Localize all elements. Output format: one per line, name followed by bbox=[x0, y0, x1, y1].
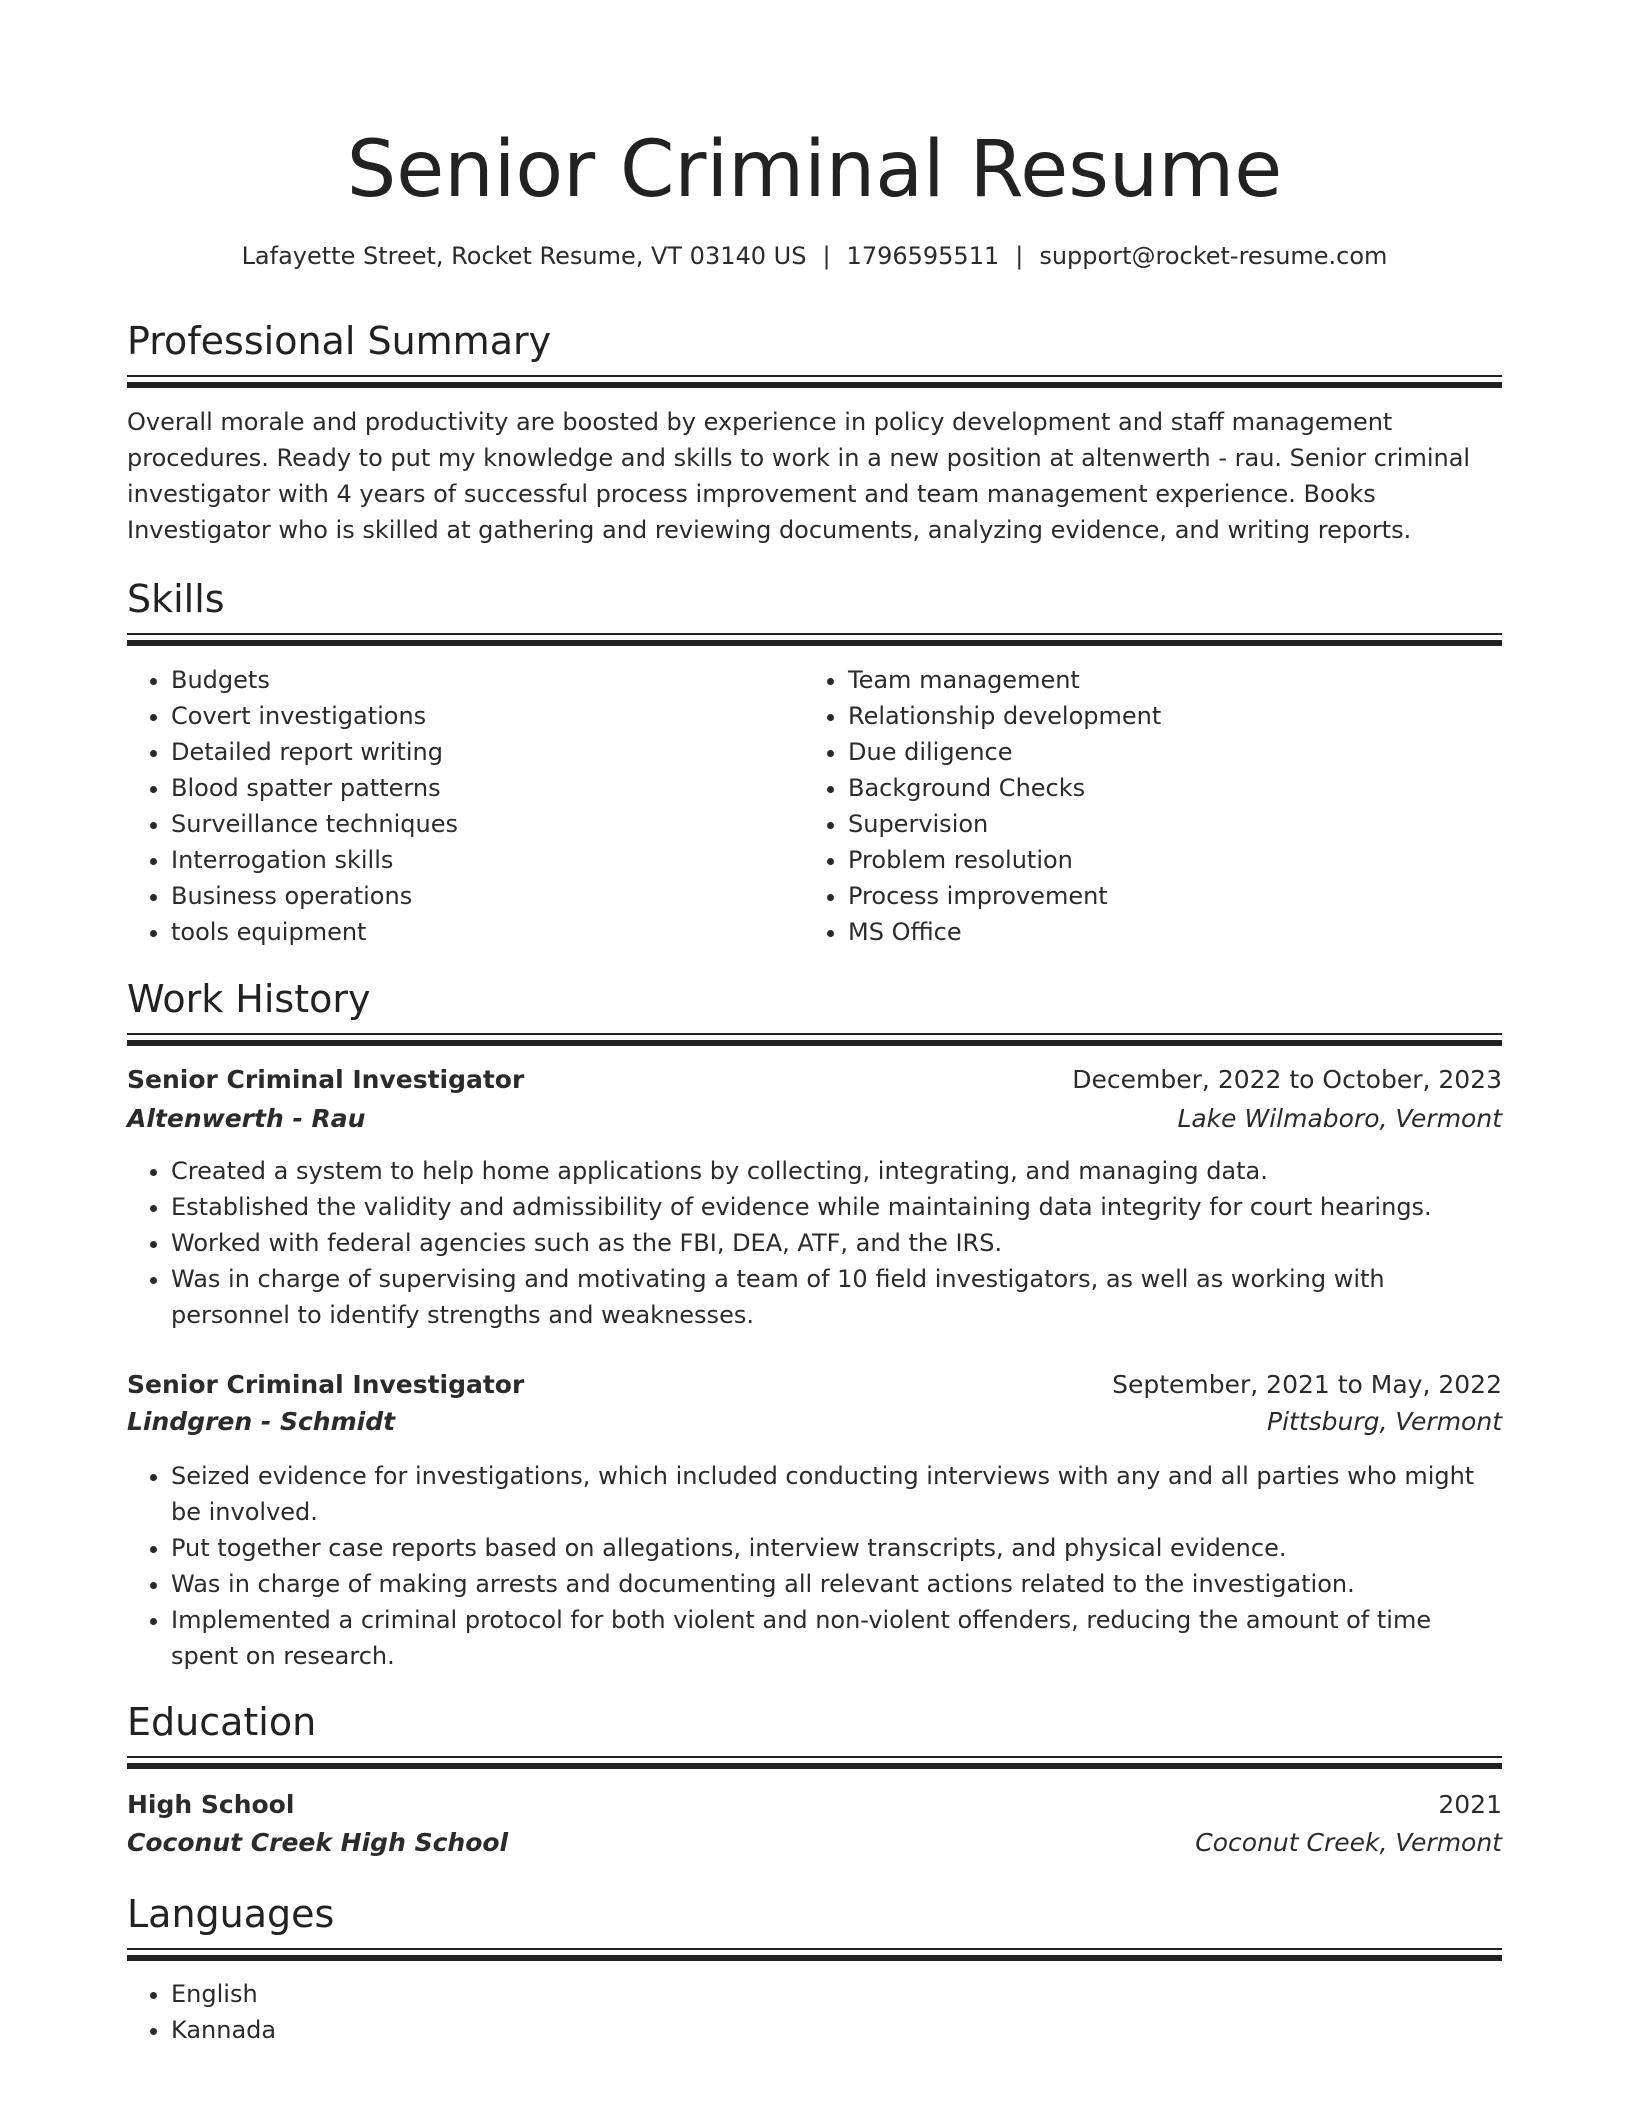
education-divider bbox=[127, 1756, 1502, 1768]
list-item: • Blood spatter patterns bbox=[171, 770, 801, 806]
list-item: • Established the validity and admissibility of evidence while maintaining data integrity for court hearings. bbox=[171, 1189, 1502, 1225]
list-item: • Created a system to help home applications by collecting, integrating, and managing data. bbox=[171, 1153, 1502, 1189]
list-item: • Seized evidence for investigations, which included conducting interviews with any and all parties who might be involved. bbox=[171, 1458, 1502, 1530]
job-bullet-list bbox=[127, 1458, 1502, 1674]
education-school: Coconut Creek High School bbox=[127, 1828, 509, 1857]
list-item: • Background Checks bbox=[848, 770, 1498, 806]
education-location: Coconut Creek, Vermont bbox=[1195, 1828, 1502, 1857]
languages-list bbox=[127, 1976, 771, 2048]
skills-heading: Skills bbox=[127, 577, 225, 621]
work-history-heading: Work History bbox=[127, 977, 371, 1021]
list-item: • Problem resolution bbox=[848, 842, 1498, 878]
job-dates: December, 2022 to October, 2023 bbox=[1072, 1065, 1502, 1094]
summary-heading: Professional Summary bbox=[127, 319, 552, 363]
job-bullet-list bbox=[127, 1153, 1502, 1333]
summary-divider bbox=[127, 375, 1502, 387]
skills-divider bbox=[127, 633, 1502, 645]
contact-separator: | bbox=[822, 242, 831, 270]
skills-list-right bbox=[804, 662, 1498, 950]
list-item: • Process improvement bbox=[848, 878, 1498, 914]
contact-separator: | bbox=[1015, 242, 1024, 270]
list-item: • Kannada bbox=[171, 2012, 771, 2048]
list-item: • Surveillance techniques bbox=[171, 806, 801, 842]
list-item: • tools equipment bbox=[171, 914, 801, 950]
list-item: • Due diligence bbox=[848, 734, 1498, 770]
languages-divider bbox=[127, 1948, 1502, 1960]
list-item: • Detailed report writing bbox=[171, 734, 801, 770]
list-item: • Relationship development bbox=[848, 698, 1498, 734]
list-item: • Was in charge of making arrests and documenting all relevant actions related to the investigation. bbox=[171, 1566, 1502, 1602]
contact-email: support@rocket-resume.com bbox=[1039, 242, 1388, 270]
contact-line bbox=[127, 238, 1502, 274]
contact-phone: 1796595511 bbox=[846, 242, 1000, 270]
education-degree: High School bbox=[127, 1790, 295, 1819]
list-item: • Worked with federal agencies such as the FBI, DEA, ATF, and the IRS. bbox=[171, 1225, 1502, 1261]
job-title: Senior Criminal Investigator bbox=[127, 1370, 525, 1399]
education-year: 2021 bbox=[1438, 1790, 1502, 1819]
contact-address: Lafayette Street, Rocket Resume, VT 03140 US bbox=[241, 242, 807, 270]
list-item: • Interrogation skills bbox=[171, 842, 801, 878]
list-item: • MS Office bbox=[848, 914, 1498, 950]
education-heading: Education bbox=[127, 1700, 317, 1744]
job-title: Senior Criminal Investigator bbox=[127, 1065, 525, 1094]
languages-heading: Languages bbox=[127, 1892, 335, 1936]
job-location: Lake Wilmaboro, Vermont bbox=[1177, 1104, 1502, 1133]
list-item: • Put together case reports based on allegations, interview transcripts, and physical evidence. bbox=[171, 1530, 1502, 1566]
job-location: Pittsburg, Vermont bbox=[1267, 1407, 1502, 1436]
list-item: • Business operations bbox=[171, 878, 801, 914]
list-item: • Was in charge of supervising and motivating a team of 10 field investigators, as well as working with personnel to identify strengths and weaknesses. bbox=[171, 1261, 1502, 1333]
job-company: Altenwerth - Rau bbox=[127, 1104, 366, 1133]
list-item: • Budgets bbox=[171, 662, 801, 698]
work-history-divider bbox=[127, 1033, 1502, 1045]
resume-name: Senior Criminal Resume bbox=[346, 125, 1283, 215]
skills-list-left bbox=[127, 662, 801, 950]
job-company: Lindgren - Schmidt bbox=[127, 1407, 396, 1436]
list-item: • English bbox=[171, 1976, 771, 2012]
list-item: • Implemented a criminal protocol for both violent and non-violent offenders, reducing the amount of time spent on research. bbox=[171, 1602, 1502, 1674]
list-item: • Covert investigations bbox=[171, 698, 801, 734]
summary-text: Overall morale and productivity are boosted by experience in policy development and staff management procedures. Ready to put my knowledge and skills to work in a new position at altenwerth - rau. Senior criminal investigator with 4 years of successful process improvement and team management experience. Books Investigator who is skilled at gathering and reviewing documents, analyzing evidence, and writing reports. bbox=[127, 408, 1471, 544]
job-dates: September, 2021 to May, 2022 bbox=[1112, 1370, 1502, 1399]
list-item: • Supervision bbox=[848, 806, 1498, 842]
list-item: • Team management bbox=[848, 662, 1498, 698]
